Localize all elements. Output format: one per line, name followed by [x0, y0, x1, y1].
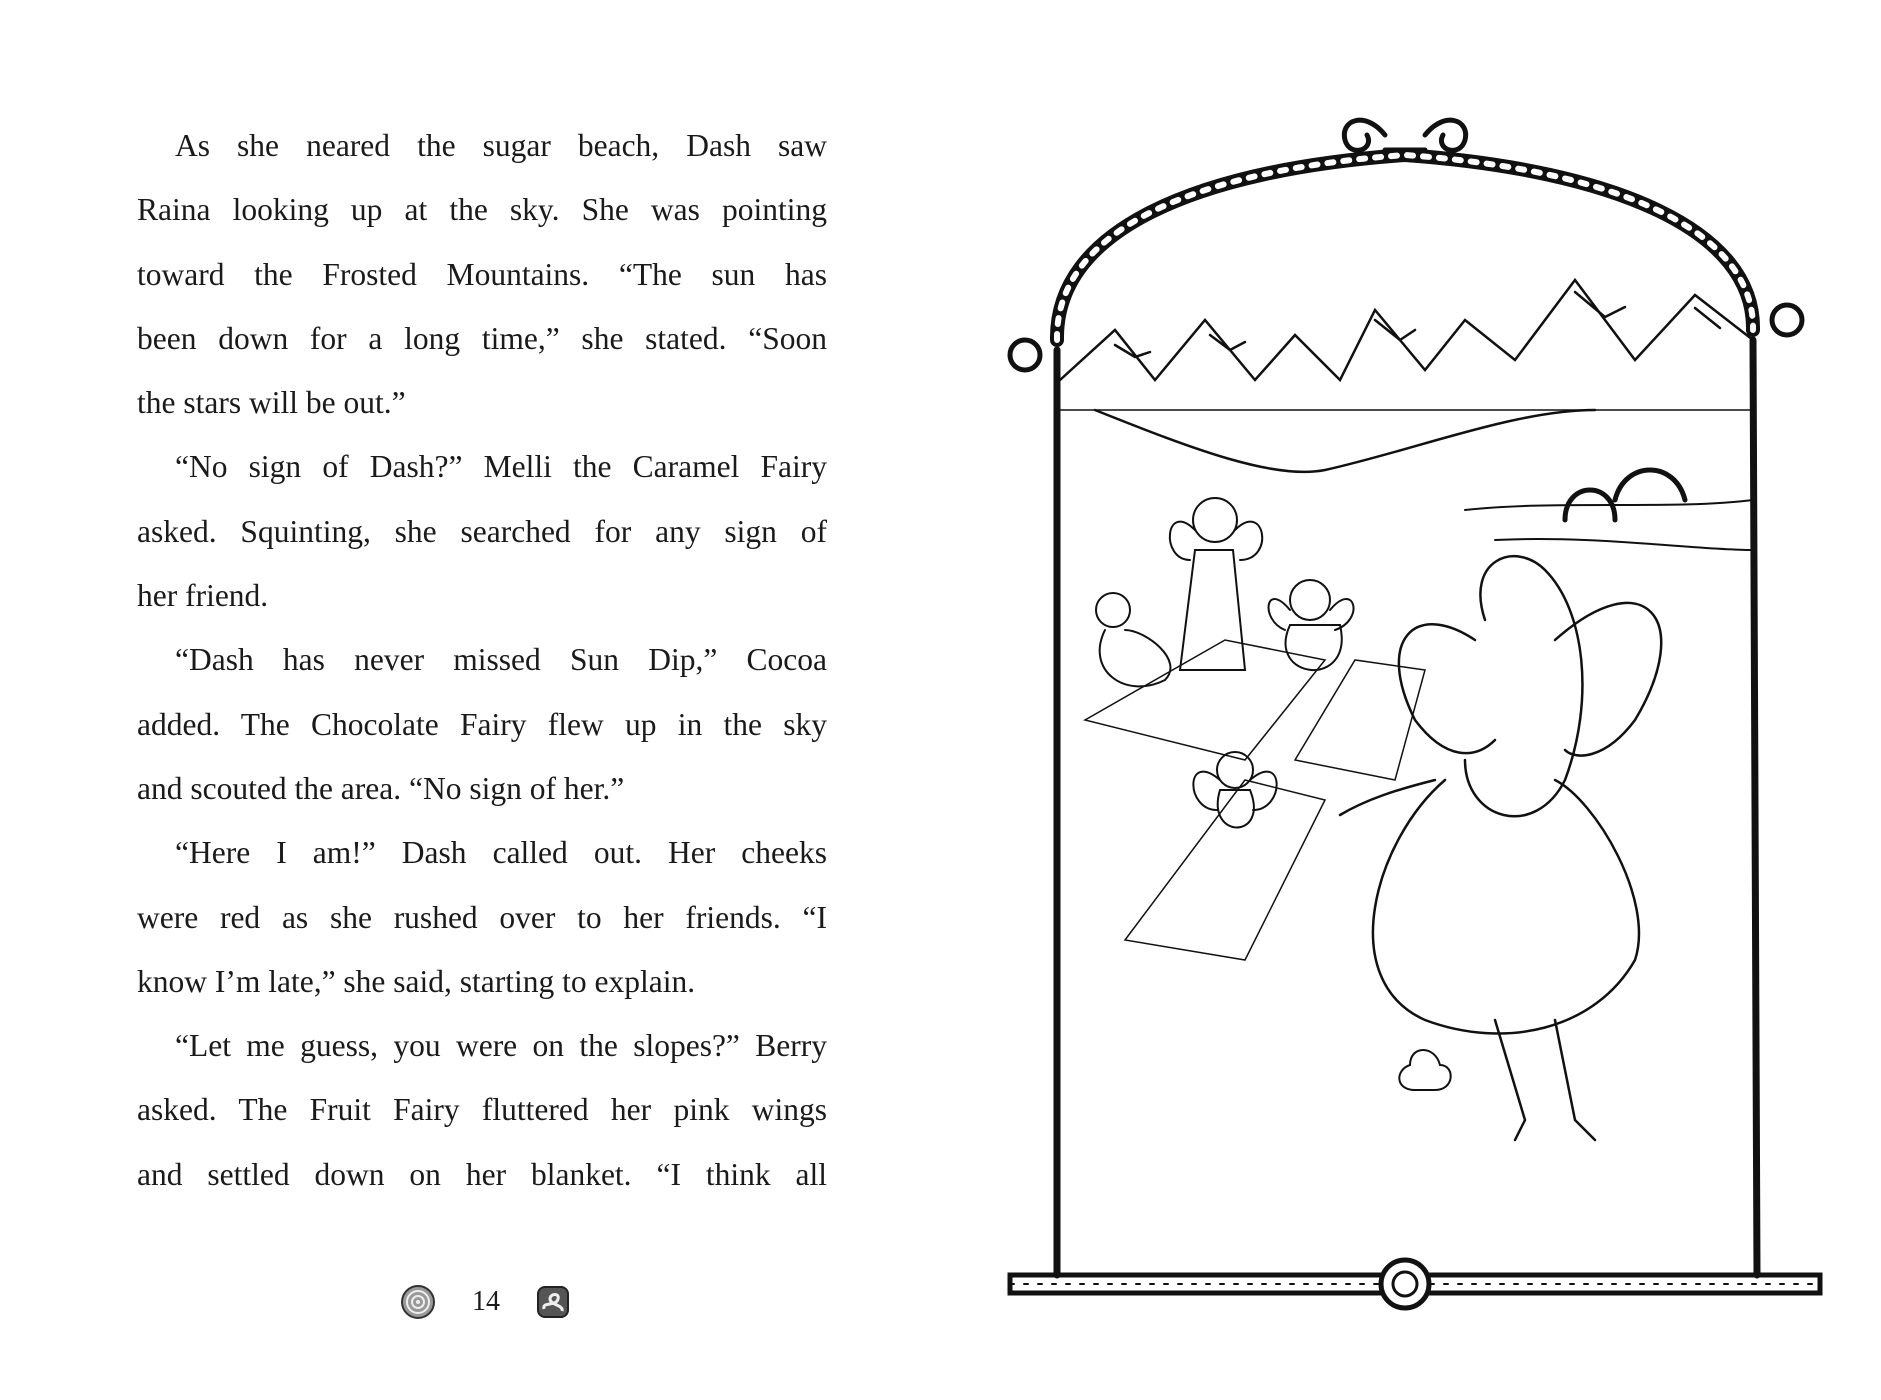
text-line: As she neared the sugar beach, Dash saw [175, 128, 827, 163]
text-line: added. The Chocolate Fairy flew up in the sky [137, 706, 827, 742]
text-line: “Here I am!” Dash called out. Her cheeks [175, 835, 827, 871]
page-folio [400, 1282, 570, 1322]
text-line: were red as she rushed over to her friends. “I [137, 899, 827, 935]
square-candy-icon [536, 1285, 570, 1319]
text-line: “Let me guess, you were on the slopes?” Berry [175, 1028, 827, 1064]
page-number: 14 [472, 1286, 500, 1317]
text-line: “No sign of Dash?” Melli the Caramel Fairy [175, 449, 827, 485]
text-line: asked. The Fruit Fairy fluttered her pink wings [137, 1092, 827, 1128]
dash-fairy [1340, 556, 1661, 1140]
text-line: know I’m late,” she said, starting to explain. [137, 963, 696, 999]
frame-right [1753, 340, 1757, 1275]
swirl-candy-icon [400, 1284, 436, 1320]
background-fairies [1096, 498, 1354, 828]
text-line: and settled down on her blanket. “I think all [137, 1156, 827, 1192]
text-line: been down for a long time,” she stated. “Soon [137, 320, 827, 356]
candy-sea [1465, 470, 1753, 550]
body-text [137, 114, 827, 1207]
text-line: asked. Squinting, she searched for any sign of [137, 513, 827, 549]
top-scroll-ornament [1344, 120, 1465, 150]
text-line: and scouted the area. “No sign of her.” [137, 770, 625, 806]
fairies-illustration [995, 80, 1845, 1340]
text-line: Raina looking up at the sky. She was pointing [137, 192, 827, 228]
text-line: toward the Frosted Mountains. “The sun has [137, 256, 827, 292]
frosted-mountains [1060, 280, 1753, 472]
text-line: her friend. [137, 578, 269, 614]
frame-arch [1057, 155, 1753, 340]
text-line: the stars will be out.” [137, 385, 406, 421]
whipped-cream [1399, 1050, 1450, 1090]
text-line: “Dash has never missed Sun Dip,” Cocoa [175, 642, 827, 678]
